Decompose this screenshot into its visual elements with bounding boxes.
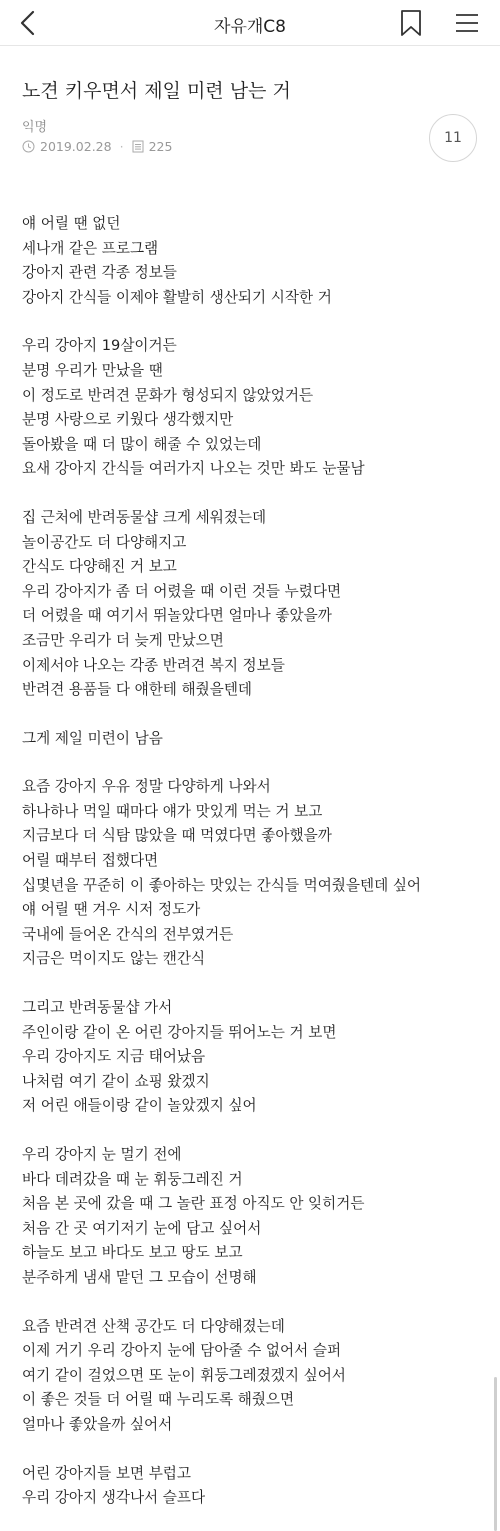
post-body-line: 반려견 용품들 다 얘한테 해줬을텐데	[22, 681, 253, 699]
post-body-line: 이 좋은 것들 더 어릴 때 누리도록 해줬으면	[22, 1391, 295, 1409]
post-body-line: 여기 같이 걸었으면 또 눈이 휘둥그레졌겠지 싶어서	[22, 1366, 346, 1384]
post-paragraph	[22, 334, 482, 482]
post-body-line: 지금보다 더 식탐 많았을 때 먹였다면 좋아했을까	[22, 827, 332, 845]
post-body-line: 돌아봤을 때 더 많이 해줄 수 있었는데	[22, 435, 262, 453]
post-body	[22, 212, 482, 1531]
post-paragraph	[22, 727, 482, 752]
post-body-line: 하늘도 보고 바다도 보고 땅도 보고	[22, 1244, 243, 1262]
post-body-line: 이제서야 나오는 각종 반려견 복지 정보들	[22, 656, 285, 674]
post-title: 노견 키우면서 제일 미련 남는 거	[22, 80, 291, 102]
post-body-line: 우리 강아지 생각나서 슬프다	[22, 1489, 206, 1507]
post-body-line: 십몇년을 꾸준히 이 좋아하는 맛있는 간식들 먹여줬을텐데 싶어	[22, 876, 422, 894]
hamburger-menu-icon	[452, 8, 482, 38]
bookmark-button[interactable]	[398, 8, 424, 38]
post-body-line: 더 어렸을 때 여기서 뛰놀았다면 얼마나 좋았을까	[22, 607, 332, 625]
post-body-line: 이제 거기 우리 강아지 눈에 담아줄 수 없어서 슬퍼	[22, 1342, 342, 1360]
board-title: 자유개C8	[214, 17, 286, 37]
post-body-line: 분명 사랑으로 키웠다 생각했지만	[22, 411, 234, 429]
post-body-line: 처음 본 곳에 갔을 때 그 놀란 표정 아직도 안 잊히거든	[22, 1195, 365, 1213]
views-icon	[132, 140, 144, 153]
post-body-line: 요즘 반려견 산책 공간도 더 다양해졌는데	[22, 1317, 285, 1335]
post-paragraph	[22, 996, 482, 1119]
post-body-line: 저 어린 애들이랑 같이 놀았겠지 싶어	[22, 1097, 257, 1115]
post-body-line: 우리 강아지 눈 멀기 전에	[22, 1146, 182, 1163]
post-body-line: 우리 강아지 19살이거든	[22, 337, 177, 355]
post-paragraph	[22, 212, 482, 310]
post-body-line: 요새 강아지 간식들 여러가지 나오는 것만 봐도 눈물남	[22, 460, 365, 478]
post-body-line: 강아지 간식들 이제야 활발히 생산되기 시작한 거	[22, 288, 332, 306]
post-body-line: 그게 제일 미련이 남음	[22, 729, 163, 747]
post-body-line: 집 근처에 반려동물샵 크게 세워졌는데	[22, 508, 267, 526]
post-body-line: 우리 강아지도 지금 태어났음	[22, 1048, 206, 1066]
post-body-line: 얼마나 좋았을까 싶어서	[22, 1415, 173, 1433]
bookmark-icon	[398, 8, 424, 38]
top-app-bar	[0, 0, 500, 46]
post-body-line: 놀이공간도 더 다양해지고	[22, 533, 187, 551]
post-body-line: 간식도 다양해진 거 보고	[22, 558, 177, 576]
post-body-line: 강아지 관련 각종 정보들	[22, 264, 177, 282]
post-body-line: 바다 데려갔을 때 눈 휘둥그레진 거	[22, 1170, 243, 1188]
post-paragraph	[22, 1143, 482, 1291]
post-body-line: 지금은 먹이지도 않는 캔간식	[22, 950, 206, 968]
post-paragraph	[22, 775, 482, 972]
post-body-line: 분명 우리가 만났을 땐	[22, 361, 163, 379]
post-body-line: 이 정도로 반려견 문화가 형성되지 않았었거든	[22, 386, 314, 404]
comment-count-button[interactable]: 11	[429, 114, 477, 162]
post-body-line: 나처럼 여기 같이 쇼핑 왔겠지	[22, 1072, 210, 1090]
meta-separator: ·	[119, 138, 124, 154]
clock-icon	[22, 140, 35, 153]
post-body-line: 그리고 반려동물샵 가서	[22, 999, 173, 1017]
post-body-line: 세나개 같은 프로그램	[22, 239, 159, 257]
post-body-line: 우리 강아지가 좀 더 어렸을 때 이런 것들 누렸다면	[22, 582, 342, 600]
post-body-line: 어린 강아지들 보면 부럽고	[22, 1464, 191, 1482]
post-body-line: 어릴 때부터 접했다면	[22, 852, 159, 870]
post-body-line: 얘 어릴 땐 없던	[22, 215, 121, 232]
menu-button[interactable]	[452, 8, 482, 38]
post-body-line: 처음 간 곳 여기저기 눈에 담고 싶어서	[22, 1219, 262, 1237]
post-paragraph	[22, 506, 482, 703]
post-body-line: 요즘 강아지 우유 정말 다양하게 나와서	[22, 778, 271, 796]
post-body-line: 하나하나 먹일 때마다 얘가 맛있게 먹는 거 보고	[22, 802, 323, 820]
post-body-line: 조금만 우리가 더 늦게 만났으면	[22, 631, 224, 649]
post-date: 2019.02.28	[40, 138, 112, 154]
post-body-line: 분주하게 냄새 맡던 그 모습이 선명해	[22, 1268, 257, 1286]
post-body-line: 국내에 들어온 간식의 전부였거든	[22, 925, 234, 943]
post-body-line: 얘 어릴 땐 겨우 시저 정도가	[22, 901, 201, 919]
post-paragraph	[22, 1315, 482, 1438]
post-views: 225	[148, 138, 173, 154]
post-paragraph	[22, 1462, 482, 1511]
post-body-line: 주인이랑 같이 온 어린 강아지들 뛰어노는 거 보면	[22, 1023, 337, 1041]
post-author: 익명	[22, 120, 48, 135]
scrollbar[interactable]	[494, 1377, 497, 1531]
post-meta	[22, 138, 172, 154]
